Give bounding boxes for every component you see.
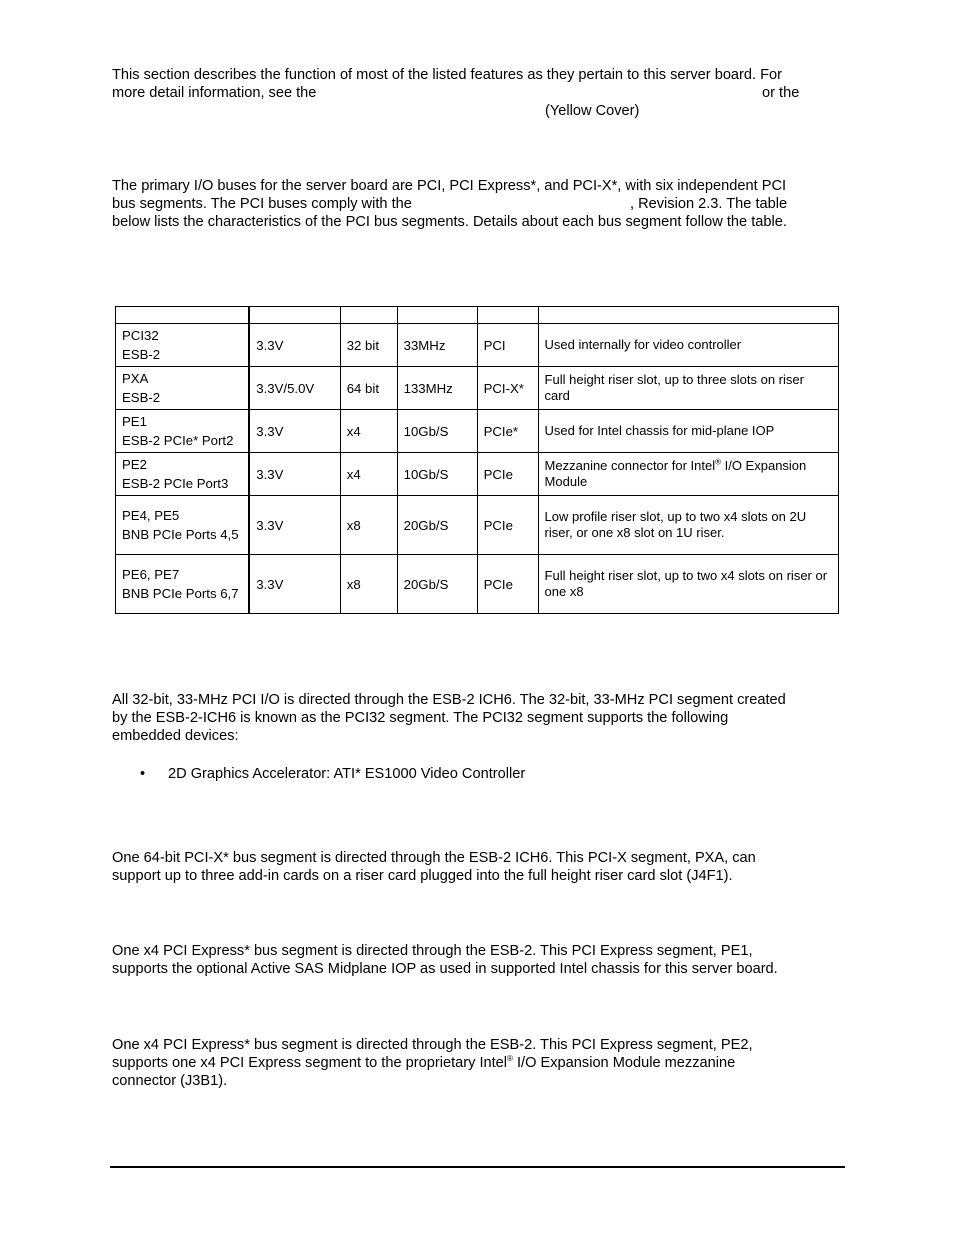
table-row (116, 453, 839, 496)
pci-intro-paragraph (112, 177, 842, 231)
voltage-cell: 3.3V (249, 324, 340, 367)
pxa-line-1: One 64-bit PCI-X* bus segment is directed through the ESB-2 ICH6. This PCI-X segment, PXA, can (112, 850, 756, 866)
table-header-row (116, 307, 839, 324)
header-cell (340, 307, 397, 324)
footer-divider (110, 1166, 845, 1168)
usage-cell: Full height riser slot, up to three slots on riser card (538, 367, 838, 410)
type-cell: PCIe (477, 453, 538, 496)
type-cell: PCIe (477, 555, 538, 614)
header-cell (116, 307, 250, 324)
intro-line-2-right: or the (762, 85, 800, 101)
width-cell: 32 bit (340, 324, 397, 367)
usage-cell: Full height riser slot, up to two x4 slots on riser or one x8 (538, 555, 838, 614)
usage-cell: Mezzanine connector for Intel® I/O Expansion Module (538, 453, 838, 496)
speed-cell: 20Gb/S (397, 555, 477, 614)
pxa-line-2: support up to three add-in cards on a riser card plugged into the full height riser card slot (J4F1). (112, 868, 733, 884)
pci32-paragraph (112, 691, 842, 745)
pci-intro-line-2 (112, 195, 842, 213)
intro-line-1: This section describes the function of most of the listed features as they pertain to this server board. For (112, 67, 783, 83)
intro-line-3: (Yellow Cover) (545, 103, 640, 119)
table-row (116, 555, 839, 614)
usage-cell: Used for Intel chassis for mid-plane IOP (538, 410, 838, 453)
pe2-line-2: supports one x4 PCI Express segment to the proprietary Intel® I/O Expansion Module mezzanine (112, 1054, 736, 1071)
pci-bus-segments-table (115, 306, 839, 614)
list-item (140, 765, 525, 783)
list-item-text: 2D Graphics Accelerator: ATI* ES1000 Video Controller (168, 766, 526, 782)
pe1-line-2: supports the optional Active SAS Midplane IOP as used in supported Intel chassis for this server board. (112, 961, 778, 977)
segment-name-cell: PE2 ESB-2 PCIe Port3 (116, 453, 250, 496)
voltage-cell: 3.3V (249, 453, 340, 496)
segment-name-cell: PE4, PE5 BNB PCIe Ports 4,5 (116, 496, 250, 555)
table-row (116, 367, 839, 410)
pe2-paragraph (112, 1036, 842, 1090)
segment-name-cell: PE1 ESB-2 PCIe* Port2 (116, 410, 250, 453)
type-cell: PCI-X* (477, 367, 538, 410)
pci32-line-2: by the ESB-2-ICH6 is known as the PCI32 segment. The PCI32 segment supports the following (112, 710, 729, 726)
pci-intro-line-3: below lists the characteristics of the PCI bus segments. Details about each bus segment follow the table. (112, 214, 787, 230)
intro-line-2 (112, 84, 842, 102)
header-cell (477, 307, 538, 324)
speed-cell: 10Gb/S (397, 410, 477, 453)
voltage-cell: 3.3V (249, 410, 340, 453)
pci-intro-line-2-right: , Revision 2.3. The table (630, 196, 788, 212)
type-cell: PCI (477, 324, 538, 367)
header-cell (249, 307, 340, 324)
pe2-line-3: connector (J3B1). (112, 1073, 228, 1089)
type-cell: PCIe (477, 496, 538, 555)
speed-cell: 33MHz (397, 324, 477, 367)
pe1-line-1: One x4 PCI Express* bus segment is directed through the ESB-2. This PCI Express segment, PE1, (112, 943, 753, 959)
intro-paragraph (112, 66, 842, 120)
usage-cell: Used internally for video controller (538, 324, 838, 367)
header-cell (538, 307, 838, 324)
table-row (116, 410, 839, 453)
pe2-line-1: One x4 PCI Express* bus segment is directed through the ESB-2. This PCI Express segment, PE2, (112, 1037, 753, 1053)
table-row (116, 496, 839, 555)
pci-intro-line-1: The primary I/O buses for the server board are PCI, PCI Express*, and PCI-X*, with six independent PCI (112, 178, 787, 194)
usage-cell: Low profile riser slot, up to two x4 slots on 2U riser, or one x8 slot on 1U riser. (538, 496, 838, 555)
pe1-paragraph (112, 942, 842, 978)
speed-cell: 20Gb/S (397, 496, 477, 555)
pxa-paragraph (112, 849, 842, 885)
width-cell: x8 (340, 555, 397, 614)
bullet-icon: • (140, 766, 146, 782)
speed-cell: 10Gb/S (397, 453, 477, 496)
intro-line-2-left: more detail information, see the (112, 85, 317, 101)
voltage-cell: 3.3V (249, 496, 340, 555)
speed-cell: 133MHz (397, 367, 477, 410)
segment-name-cell: PE6, PE7 BNB PCIe Ports 6,7 (116, 555, 250, 614)
width-cell: x4 (340, 453, 397, 496)
header-cell (397, 307, 477, 324)
segment-name-cell: PCI32 ESB-2 (116, 324, 250, 367)
pci-intro-line-2-left: bus segments. The PCI buses comply with the (112, 196, 412, 212)
voltage-cell: 3.3V (249, 555, 340, 614)
segment-name-cell: PXA ESB-2 (116, 367, 250, 410)
table-row (116, 324, 839, 367)
type-cell: PCIe* (477, 410, 538, 453)
pci32-line-1: All 32-bit, 33-MHz PCI I/O is directed through the ESB-2 ICH6. The 32-bit, 33-MHz PCI segment created (112, 692, 786, 708)
voltage-cell: 3.3V/5.0V (249, 367, 340, 410)
pci32-line-3: embedded devices: (112, 728, 239, 744)
width-cell: x4 (340, 410, 397, 453)
width-cell: x8 (340, 496, 397, 555)
width-cell: 64 bit (340, 367, 397, 410)
